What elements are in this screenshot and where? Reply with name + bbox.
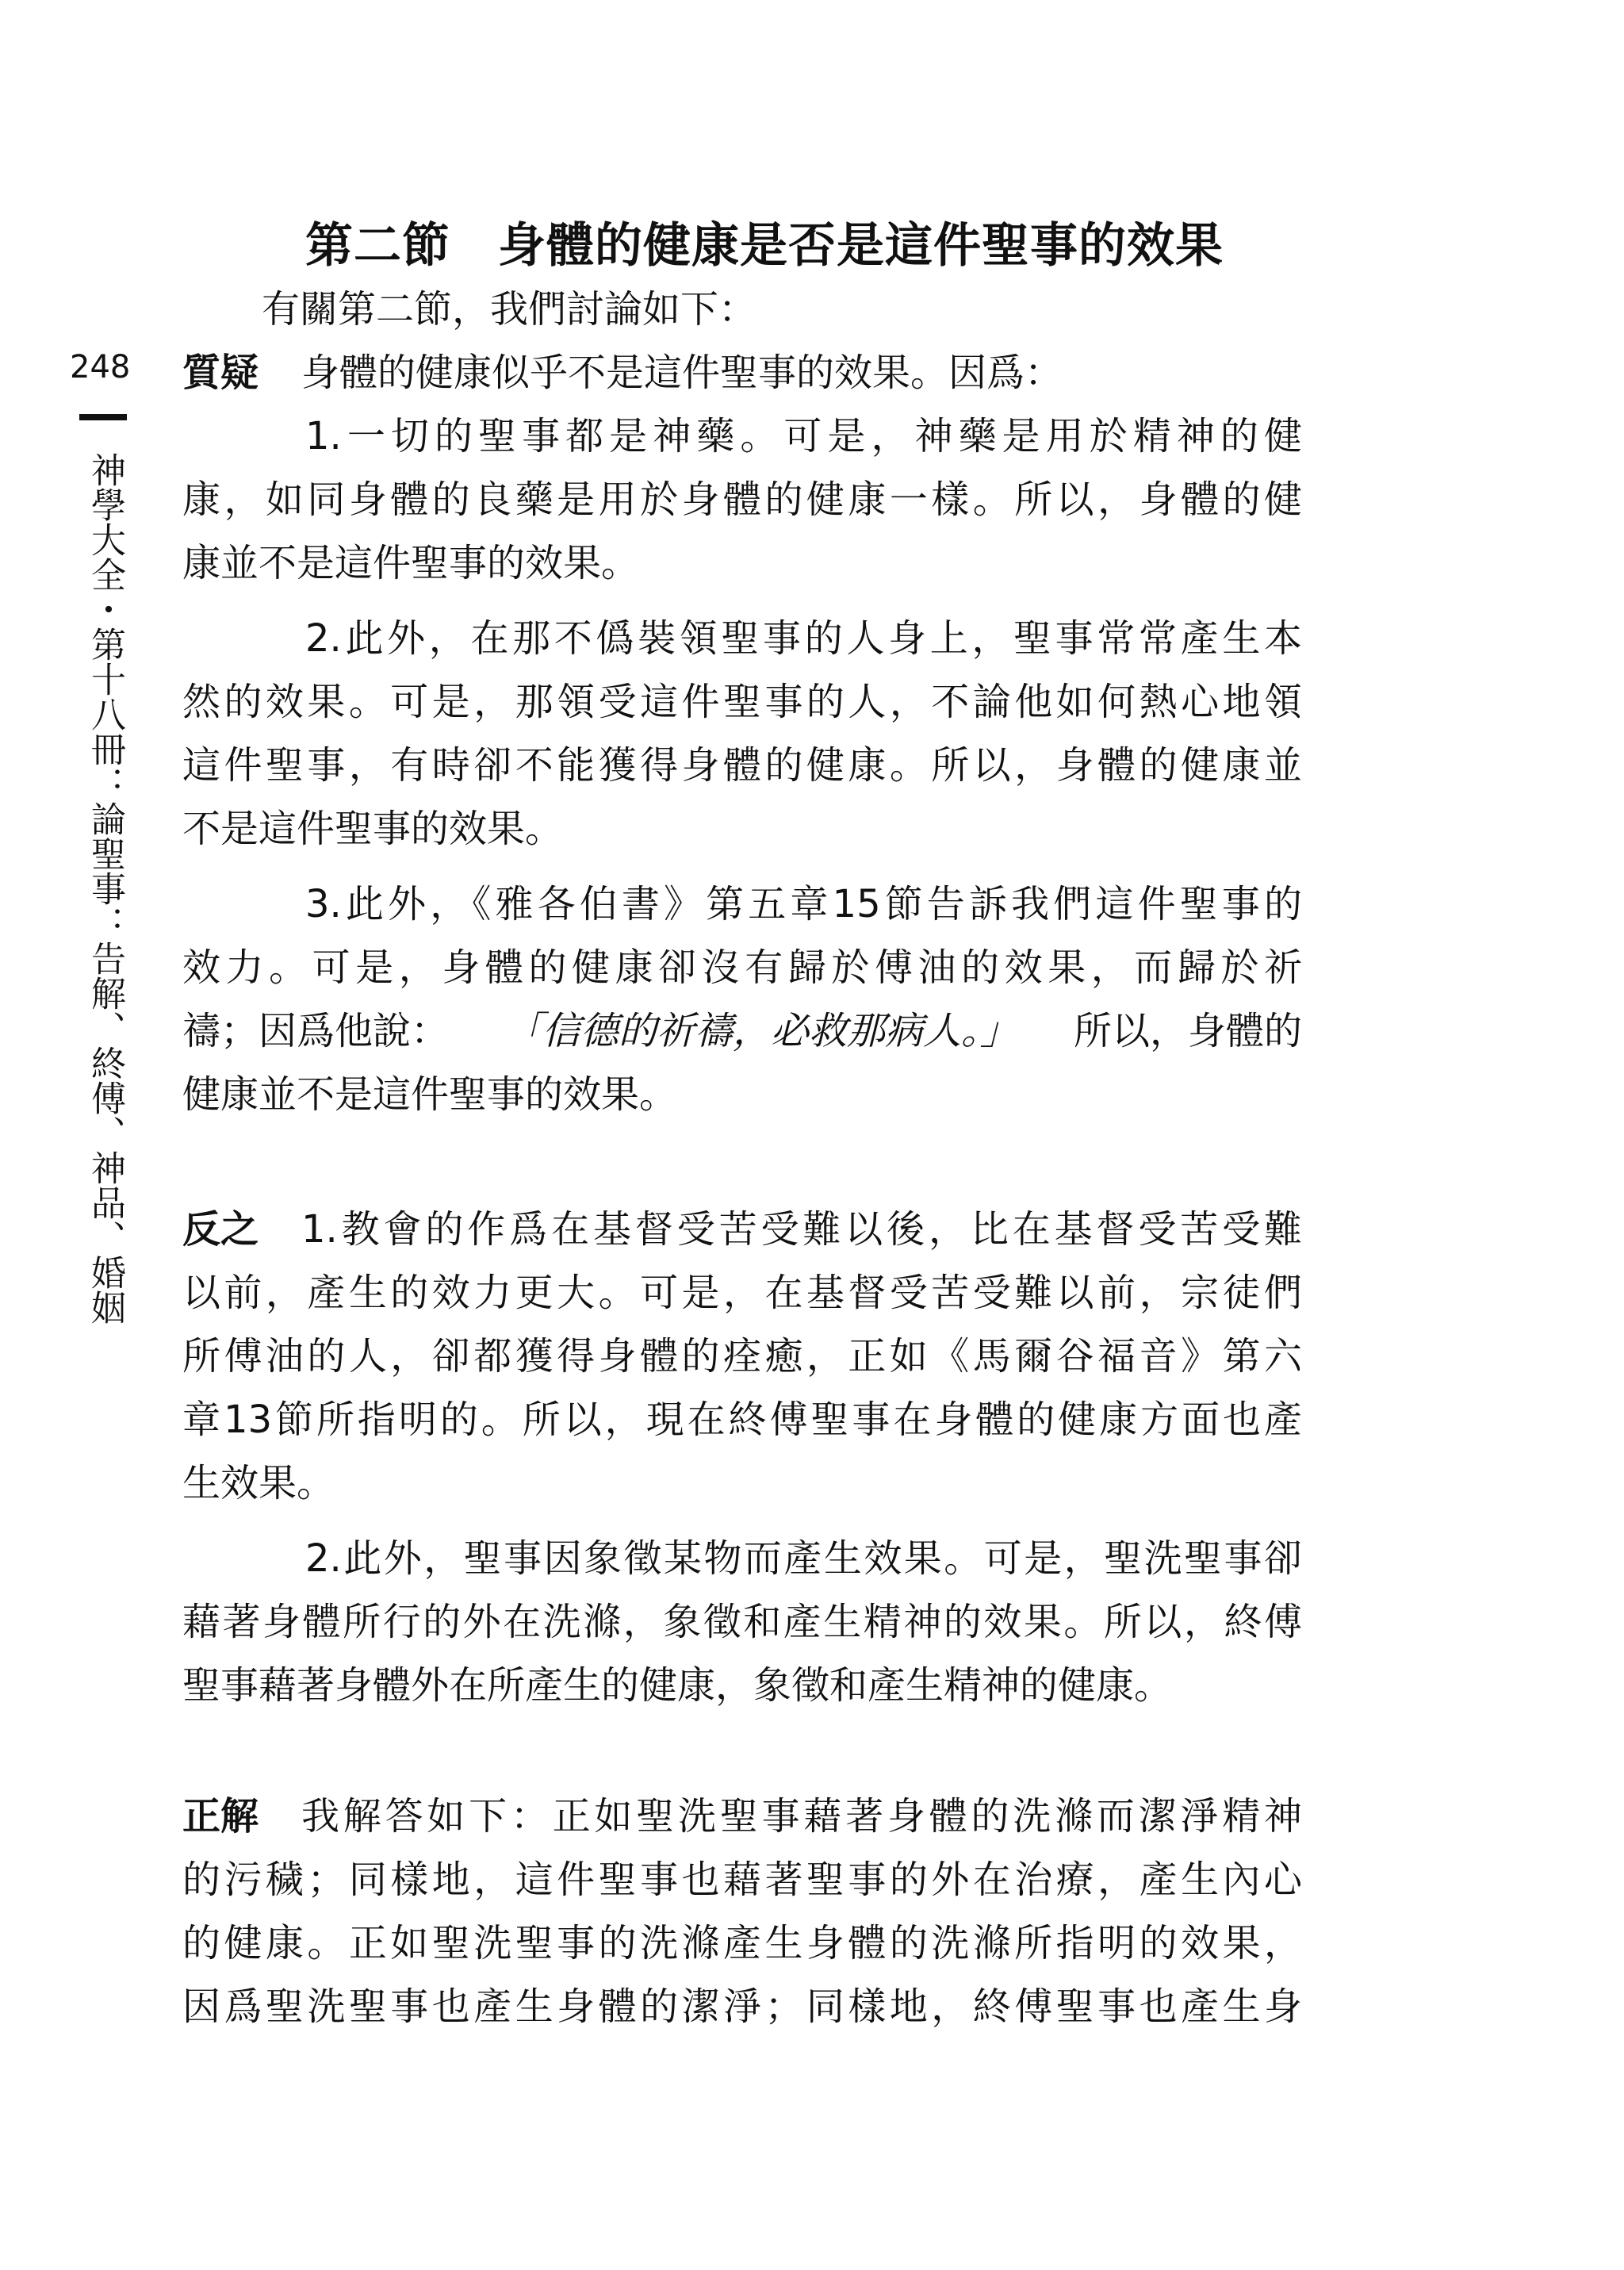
page-number: 248 [70, 349, 131, 385]
intro-line: 有關第二節，我們討論如下： [262, 287, 757, 332]
on-the-contrary-label: 反之 [182, 1207, 259, 1252]
paragraph-line: 正解 我解答如下：正如聖洗聖事藉著身體的洗滌而潔淨精神 [182, 1794, 1302, 1839]
paragraph-line: 的污穢；同樣地，這件聖事也藉著聖事的外在治療，產生內心 [182, 1858, 1302, 1902]
paragraph-line: 章13節所指明的。所以，現在終傅聖事在身體的健康方面也產 [182, 1398, 1302, 1442]
paragraph-line: 然的效果。可是，那領受這件聖事的人，不論他如何熱心地領 [182, 680, 1302, 724]
paragraph-line: 藉著身體所行的外在洗滌，象徵和產生精神的效果。所以，終傅 [182, 1600, 1302, 1644]
paragraph-line: 效力。可是，身體的健康卻沒有歸於傅油的效果，而歸於祈 [182, 945, 1302, 990]
answer-label: 正解 [182, 1794, 259, 1839]
paragraph-line: 2.此外，在那不僞裝領聖事的人身上，聖事常常產生本 [305, 616, 1302, 661]
paragraph-line: 健康並不是這件聖事的效果。 [182, 1072, 678, 1117]
objections-label: 質疑 [182, 351, 259, 395]
paragraph-line: 所傅油的人，卻都獲得身體的痊癒，正如《馬爾谷福音》第六 [182, 1334, 1302, 1378]
paragraph-line: 1.一切的聖事都是神藥。可是，神藥是用於精神的健 [305, 414, 1302, 458]
page-number-rule [79, 414, 127, 420]
section-title: 身體的健康是否是這件聖事的效果 [498, 218, 1224, 274]
scripture-quote: 「信德的祈禱，必救那病人。」 [504, 1009, 1018, 1053]
paragraph-line: 聖事藉著身體外在所產生的健康，象徵和產生精神的健康。 [182, 1663, 1173, 1708]
paragraph-line: 2.此外，聖事因象徵某物而產生效果。可是，聖洗聖事卻 [305, 1536, 1302, 1581]
paragraph-line: 康並不是這件聖事的效果。 [182, 541, 640, 585]
paragraph-line: 這件聖事，有時卻不能獲得身體的健康。所以，身體的健康並 [182, 743, 1302, 788]
paragraph-line: 的健康。正如聖洗聖事的洗滌產生身體的洗滌所指明的效果， [182, 1921, 1302, 1965]
paragraph-line: 因爲聖洗聖事也產生身體的潔淨；同樣地，終傅聖事也產生身 [182, 1984, 1302, 2029]
paragraph-line: 3.此外，《雅各伯書》第五章15節告訴我們這件聖事的 [305, 882, 1302, 926]
paragraph-line: 禱；因爲他說： 「信德的祈禱，必救那病人。」 所以，身體的 [182, 1009, 1302, 1053]
section-number: 第二節 [305, 218, 450, 274]
section-heading [305, 208, 1336, 276]
paragraph-line: 反之 1.教會的作爲在基督受苦受難以後，比在基督受苦受難 [182, 1207, 1302, 1252]
paragraph-line: 不是這件聖事的效果。 [182, 807, 564, 851]
paragraph-line: 康，如同身體的良藥是用於身體的健康一樣。所以，身體的健 [182, 477, 1302, 522]
running-title: 神學大全・第十八冊：論聖事：告解、終傅、神品、婚姻 [85, 452, 125, 1325]
paragraph-line: 質疑 身體的健康似乎不是這件聖事的效果。因爲： [182, 351, 1063, 395]
paragraph-line: 以前，產生的效力更大。可是，在基督受苦受難以前，宗徒們 [182, 1271, 1302, 1315]
paragraph-line: 生效果。 [182, 1461, 335, 1505]
